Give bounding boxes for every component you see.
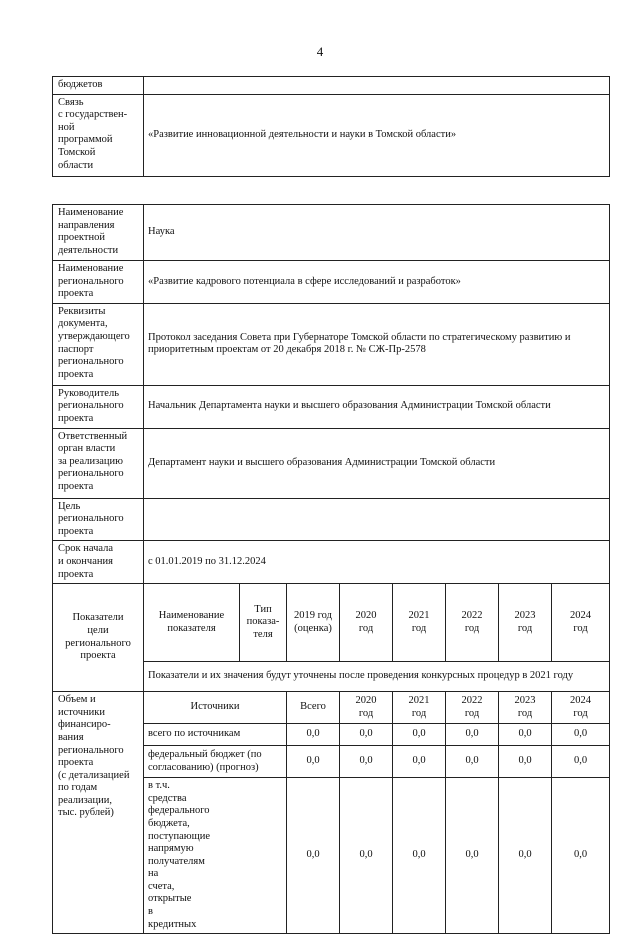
total-header: Всего xyxy=(287,692,340,724)
source-cell: федеральный бюджет (по согласованию) (прогноз) xyxy=(144,746,287,778)
indicator-year-header: 2022 год xyxy=(446,584,499,662)
value-cell: 0,0 xyxy=(287,724,340,746)
source-cell: всего по источникам xyxy=(144,724,287,746)
document-value: Протокол заседания Совета при Губернаторе Томской области по стратегическому развитию и приоритетным проектам от 20 декабря 2018 г. № СЖ-Пр-2578 xyxy=(144,303,610,385)
project-name-value: «Развитие кадрового потенциала в сфере исследований и разработок» xyxy=(144,261,610,304)
indicator-year-header: 2024 год xyxy=(552,584,610,662)
value-cell: 0,0 xyxy=(340,724,393,746)
value-cell: 0,0 xyxy=(446,724,499,746)
value-cell: 0,0 xyxy=(393,724,446,746)
budgets-label: бюджетов xyxy=(53,77,144,95)
value-cell: 0,0 xyxy=(393,778,446,934)
value-cell: 0,0 xyxy=(340,778,393,934)
sources-header: Источники xyxy=(144,692,287,724)
value-cell: 0,0 xyxy=(287,778,340,934)
value-cell: 0,0 xyxy=(499,746,552,778)
direction-label: Наименование направления проектной деятельности xyxy=(53,205,144,261)
finance-year-header: 2021 год xyxy=(393,692,446,724)
value-cell: 0,0 xyxy=(287,746,340,778)
project-name-label: Наименование регионального проекта xyxy=(53,261,144,304)
source-cell: в т.ч. средства федерального бюджета, поступающие напрямую получателям на счета, открытые в кредитных xyxy=(144,778,287,934)
indicator-2019-header: 2019 год (оценка) xyxy=(287,584,340,662)
term-label: Срок начала и окончания проекта xyxy=(53,541,144,584)
value-cell: 0,0 xyxy=(446,746,499,778)
direction-value: Наука xyxy=(144,205,610,261)
goal-value xyxy=(144,498,610,541)
indicators-label: Показатели цели регионального проекта xyxy=(53,584,144,692)
project-head-label: Руководитель регионального проекта xyxy=(53,385,144,428)
value-cell: 0,0 xyxy=(552,746,610,778)
value-cell: 0,0 xyxy=(552,724,610,746)
document-label: Реквизиты документа, утверждающего паспорт регионального проекта xyxy=(53,303,144,385)
finance-year-header: 2023 год xyxy=(499,692,552,724)
value-cell: 0,0 xyxy=(499,724,552,746)
state-program-label: Связь с государствен- ной программой Томской области xyxy=(53,94,144,176)
project-passport-table xyxy=(52,204,610,934)
indicator-year-header: 2023 год xyxy=(499,584,552,662)
indicators-note: Показатели и их значения будут уточнены после проведения конкурсных процедур в 2021 году xyxy=(144,662,610,692)
value-cell: 0,0 xyxy=(446,778,499,934)
finance-year-header: 2020 год xyxy=(340,692,393,724)
finance-label: Объем и источники финансиро- вания регионального проекта (с детализацией по годам реализации, тыс. рублей) xyxy=(53,692,144,934)
finance-year-header: 2024 год xyxy=(552,692,610,724)
value-cell: 0,0 xyxy=(499,778,552,934)
indicator-type-header: Тип показа- теля xyxy=(240,584,287,662)
budgets-value xyxy=(144,77,610,95)
indicator-name-header: Наименование показателя xyxy=(144,584,240,662)
finance-year-header: 2022 год xyxy=(446,692,499,724)
value-cell: 0,0 xyxy=(552,778,610,934)
indicator-year-header: 2020 год xyxy=(340,584,393,662)
goal-label: Цель регионального проекта xyxy=(53,498,144,541)
top-table xyxy=(52,76,610,177)
state-program-value: «Развитие инновационной деятельности и науки в Томской области» xyxy=(144,94,610,176)
indicator-year-header: 2021 год xyxy=(393,584,446,662)
responsible-label: Ответственный орган власти за реализацию регионального проекта xyxy=(53,428,144,498)
page-number: 4 xyxy=(316,44,324,59)
value-cell: 0,0 xyxy=(393,746,446,778)
value-cell: 0,0 xyxy=(340,746,393,778)
term-value: с 01.01.2019 по 31.12.2024 xyxy=(144,541,610,584)
responsible-value: Департамент науки и высшего образования Администрации Томской области xyxy=(144,428,610,498)
project-head-value: Начальник Департамента науки и высшего образования Администрации Томской области xyxy=(144,385,610,428)
